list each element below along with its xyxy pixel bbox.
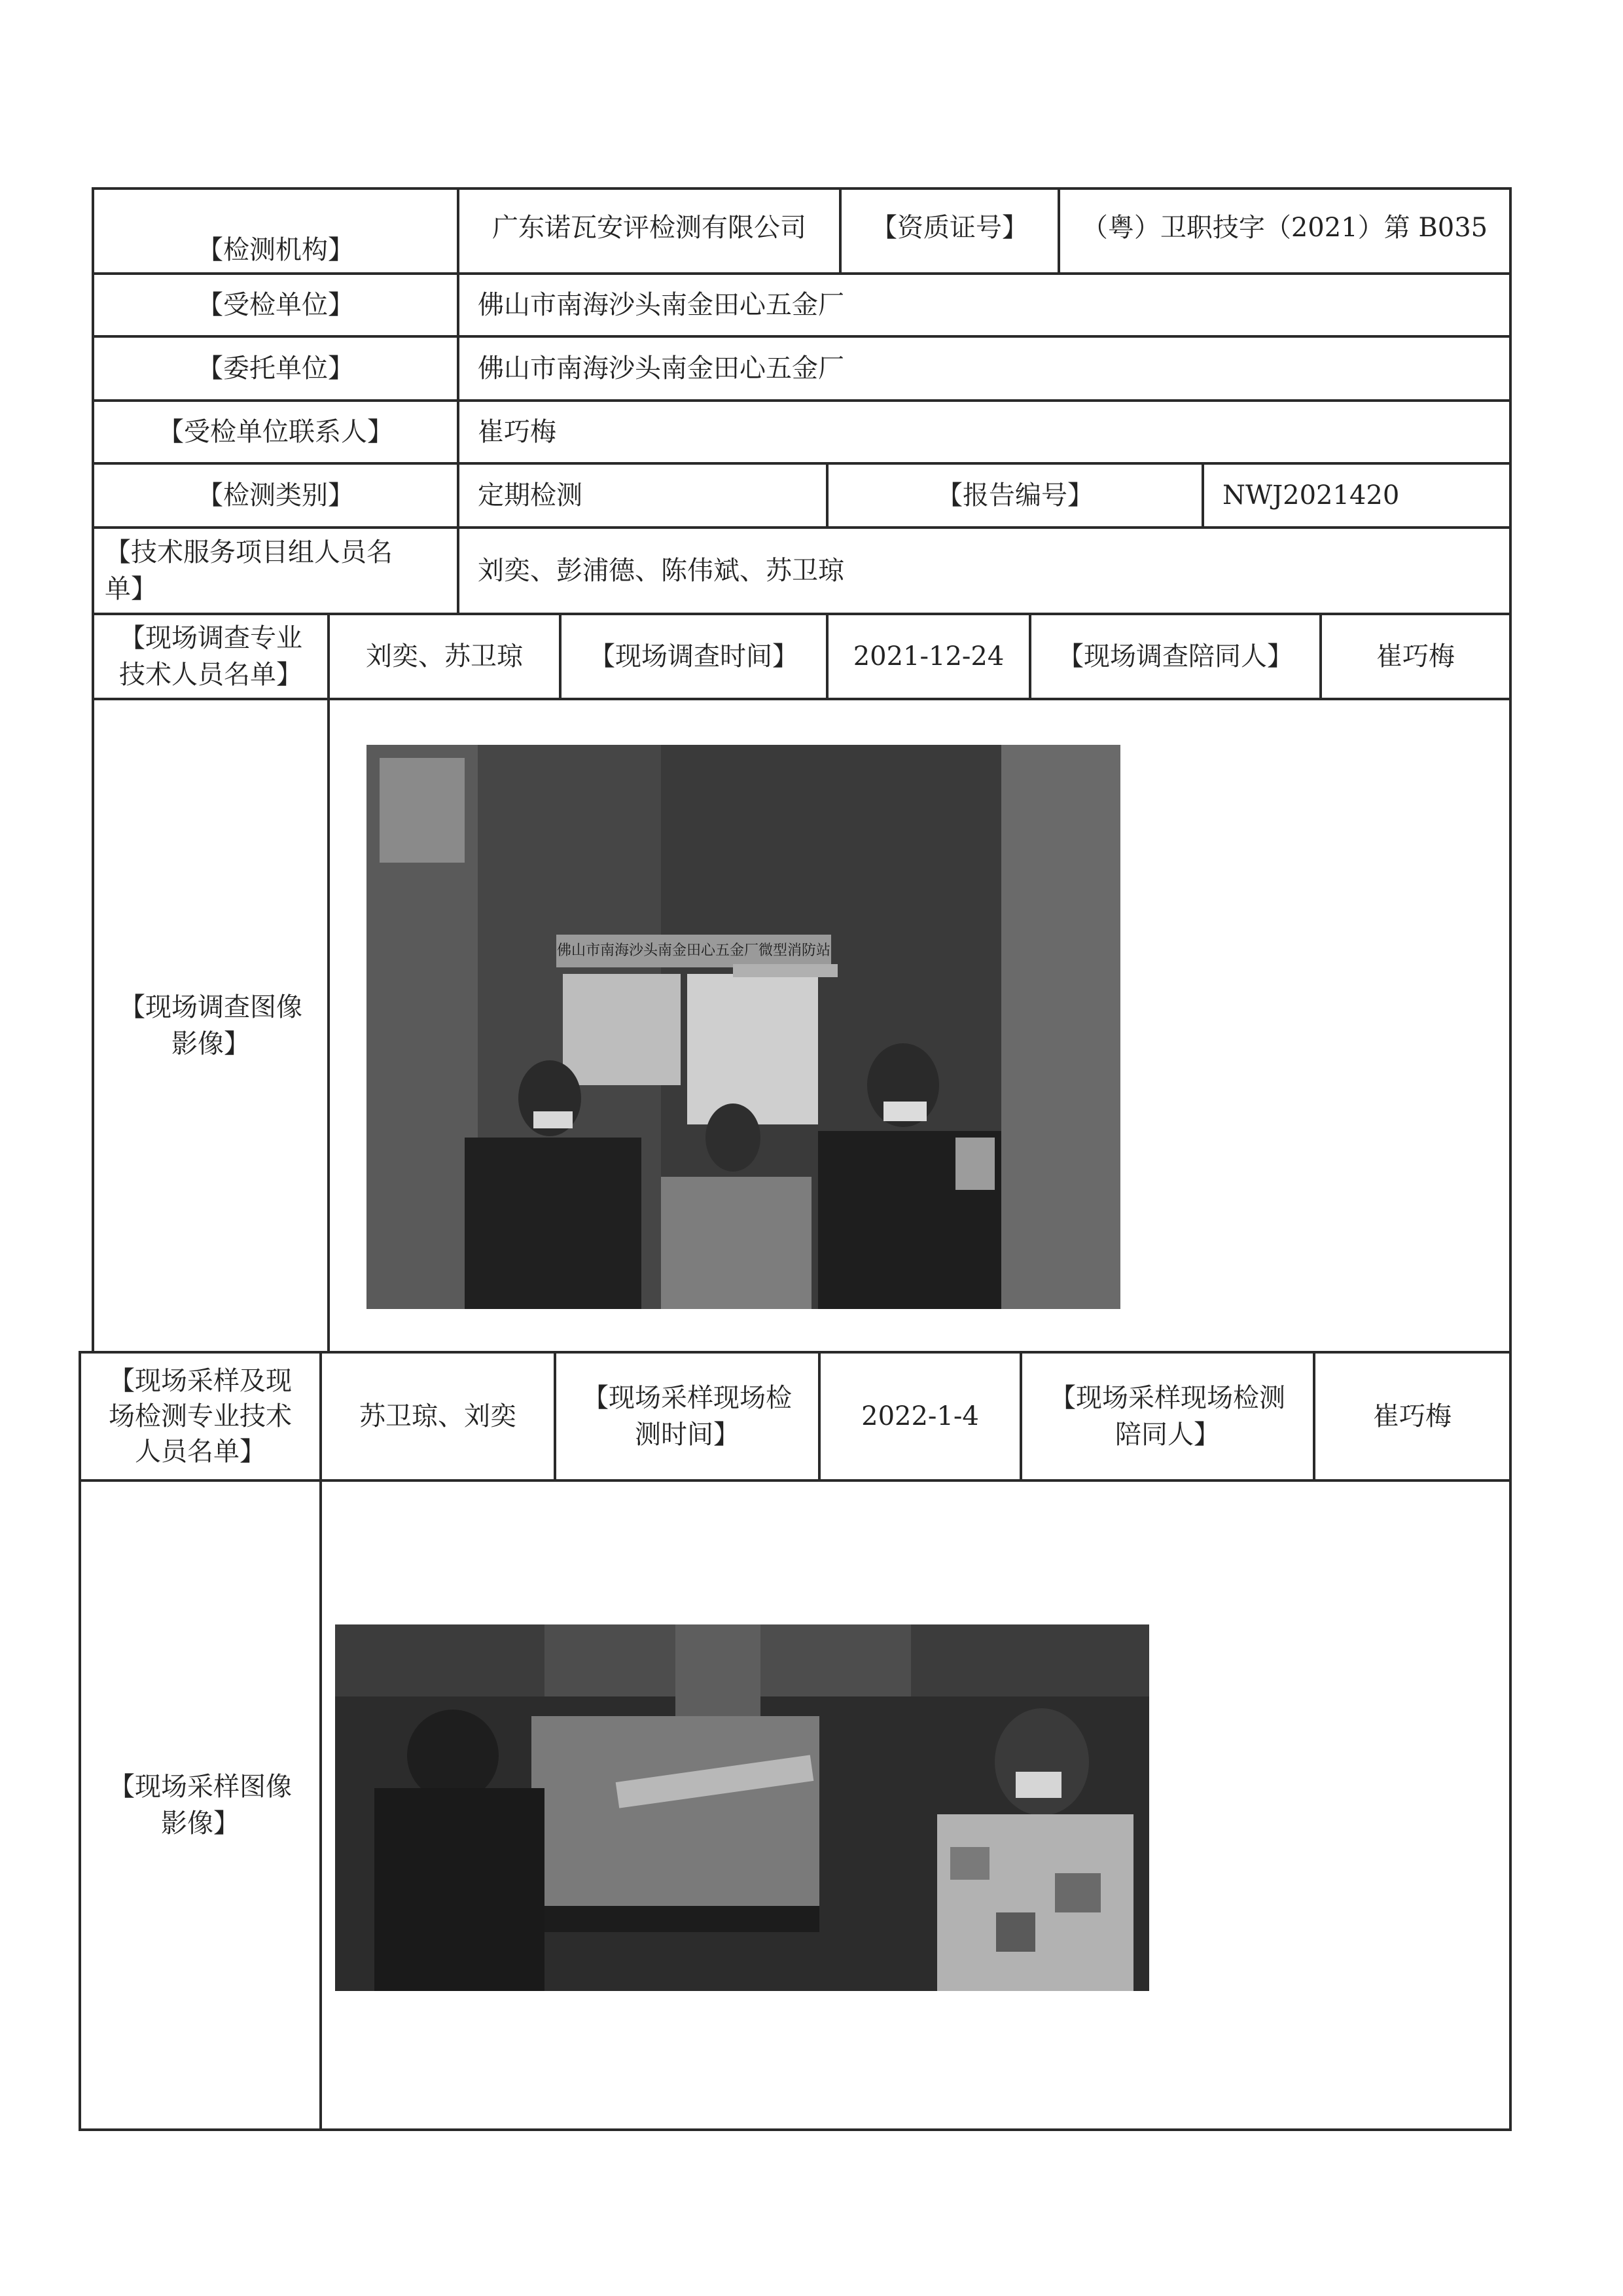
survey-time-label: 【现场调查时间】 bbox=[589, 641, 798, 672]
survey-staff-label: 【现场调查专业 技术人员名单】 bbox=[119, 623, 302, 690]
survey-image-label: 【现场调查图像 影像】 bbox=[119, 992, 302, 1059]
client-unit-label: 【委托单位】 bbox=[197, 353, 354, 384]
inspected-unit-label: 【受检单位】 bbox=[197, 290, 354, 320]
sampling-photo bbox=[335, 1624, 1149, 1991]
team-label: 【技术服务项目组人员名 单】 bbox=[105, 537, 393, 604]
contact-value: 崔巧梅 bbox=[478, 417, 556, 447]
cert-number-value: （粤）卫职技字（2021）第 B035 bbox=[1081, 213, 1488, 243]
sampling-staff-value: 苏卫琼、刘奕 bbox=[359, 1401, 516, 1431]
sampling-companion-label: 【现场采样现场检测 陪同人】 bbox=[1050, 1383, 1285, 1450]
test-type-label: 【检测类别】 bbox=[197, 480, 354, 511]
report-number-value: NWJ2021420 bbox=[1222, 480, 1400, 511]
institution-value: 广东诺瓦安评检测有限公司 bbox=[492, 213, 806, 243]
col-divider bbox=[327, 613, 330, 1352]
table-border-bottom bbox=[79, 2128, 1512, 2131]
sampling-image-label: 【现场采样图像 影像】 bbox=[109, 1772, 292, 1839]
survey-companion-label: 【现场调查陪同人】 bbox=[1058, 641, 1293, 672]
sampling-time-label: 【现场采样现场检 测时间】 bbox=[582, 1383, 792, 1450]
survey-photo bbox=[366, 745, 1120, 1309]
team-value: 刘奕、彭浦德、陈伟斌、苏卫琼 bbox=[478, 556, 844, 586]
sampling-companion-value: 崔巧梅 bbox=[1373, 1401, 1452, 1431]
contact-label: 【受检单位联系人】 bbox=[158, 417, 393, 447]
survey-time-value: 2021-12-24 bbox=[853, 641, 1005, 672]
survey-staff-value: 刘奕、苏卫琼 bbox=[366, 641, 523, 672]
client-unit-value: 佛山市南海沙头南金田心五金厂 bbox=[478, 353, 844, 384]
report-number-label: 【报告编号】 bbox=[936, 480, 1094, 511]
institution-label: 【检测机构】 bbox=[197, 235, 354, 265]
sampling-staff-label: 【现场采样及现 场检测专业技术 人员名单】 bbox=[109, 1366, 292, 1467]
survey-companion-value: 崔巧梅 bbox=[1376, 641, 1455, 672]
survey-photo-sign-text: 佛山市南海沙头南金田心五金厂微型消防站 bbox=[556, 942, 830, 959]
test-type-value: 定期检测 bbox=[478, 480, 582, 511]
sampling-time-value: 2022-1-4 bbox=[861, 1401, 979, 1431]
inspected-unit-value: 佛山市南海沙头南金田心五金厂 bbox=[478, 290, 844, 320]
table-border-right bbox=[1509, 187, 1512, 2131]
cert-number-label: 【资质证号】 bbox=[871, 213, 1028, 243]
